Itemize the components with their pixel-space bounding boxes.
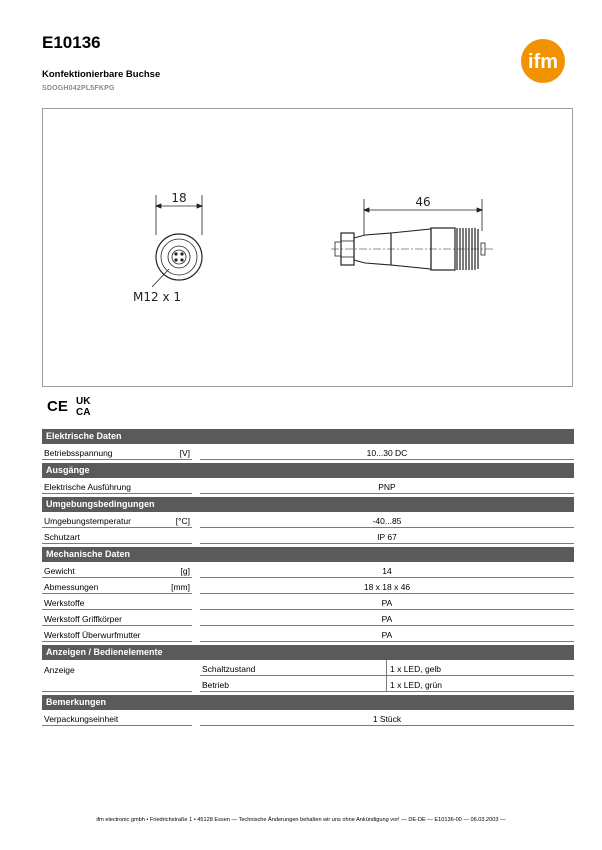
- ifm-logo: [512, 38, 574, 84]
- product-name: Konfektionierbare Buchse: [42, 69, 161, 80]
- table-row: [42, 660, 574, 676]
- table-row: [42, 478, 574, 494]
- row-value: 18 x 18 x 46: [200, 578, 574, 594]
- table-row: [42, 710, 574, 726]
- table-row: [42, 594, 574, 610]
- connector-drawing: [43, 109, 574, 388]
- section-header: Ausgänge: [42, 463, 574, 478]
- certification-marks: [46, 394, 106, 418]
- dim-side-label: 46: [415, 195, 431, 209]
- section-header: Umgebungsbedingungen: [42, 497, 574, 512]
- row-label: Schutzart: [44, 532, 80, 542]
- ukca-mark-top: UK: [76, 396, 91, 407]
- row-label: Umgebungstemperatur: [44, 516, 131, 526]
- svg-text:ifm: ifm: [528, 51, 558, 73]
- row-label: Betriebsspannung: [44, 448, 113, 458]
- product-code: SDOGH042PL5FKPG: [42, 85, 115, 92]
- table-row: [42, 512, 574, 528]
- row-unit: [mm]: [171, 582, 190, 592]
- table-row: [42, 444, 574, 460]
- table-row: [42, 676, 574, 692]
- row-value: PNP: [200, 478, 574, 494]
- row-value: PA: [200, 626, 574, 642]
- ce-mark: CE: [47, 398, 68, 415]
- row-value: IP 67: [200, 528, 574, 544]
- row-label: Gewicht: [44, 566, 75, 576]
- row-value: 1 x LED, grün: [386, 676, 574, 692]
- row-label: Elektrische Ausführung: [44, 482, 131, 492]
- dim-front-label: 18: [171, 191, 187, 205]
- row-sublabel: Schaltzustand: [200, 660, 386, 676]
- ukca-mark-bottom: CA: [76, 407, 91, 418]
- row-value: 1 x LED, gelb: [386, 660, 574, 676]
- section-header: Mechanische Daten: [42, 547, 574, 562]
- dimension-drawing: [42, 108, 573, 387]
- table-row: [42, 562, 574, 578]
- row-label: Werkstoff Griffkörper: [44, 614, 122, 624]
- page-footer: ifm electronic gmbh • Friedrichstraße 1 • 45128 Essen — Technische Änderungen behalten wir uns ohne Ankündigung vor! — DE-DE — E10136-00 — 06.03.2003 —: [96, 817, 506, 823]
- table-row: [42, 626, 574, 642]
- article-number: E10136: [42, 33, 101, 52]
- section-header: Bemerkungen: [42, 695, 574, 710]
- row-label: Anzeige: [44, 665, 75, 675]
- thread-label: M12 x 1: [133, 290, 181, 304]
- row-value: 14: [200, 562, 574, 578]
- row-value: 1 Stück: [200, 710, 574, 726]
- row-value: PA: [200, 594, 574, 610]
- row-unit: [°C]: [175, 516, 190, 526]
- table-row: [42, 578, 574, 594]
- row-label: Werkstoffe: [44, 598, 85, 608]
- row-label: Abmessungen: [44, 582, 99, 592]
- row-value: -40...85: [200, 512, 574, 528]
- row-label: Verpackungseinheit: [44, 714, 119, 724]
- table-row: [42, 528, 574, 544]
- row-unit: [g]: [180, 566, 190, 576]
- row-unit: [V]: [179, 448, 190, 458]
- row-value: 10...30 DC: [200, 444, 574, 460]
- row-value: PA: [200, 610, 574, 626]
- spec-table: [42, 429, 574, 726]
- section-header: Elektrische Daten: [42, 429, 574, 444]
- row-sublabel: Betrieb: [200, 676, 386, 692]
- section-header: Anzeigen / Bedienelemente: [42, 645, 574, 660]
- table-row: [42, 610, 574, 626]
- row-label: Werkstoff Überwurfmutter: [44, 630, 141, 640]
